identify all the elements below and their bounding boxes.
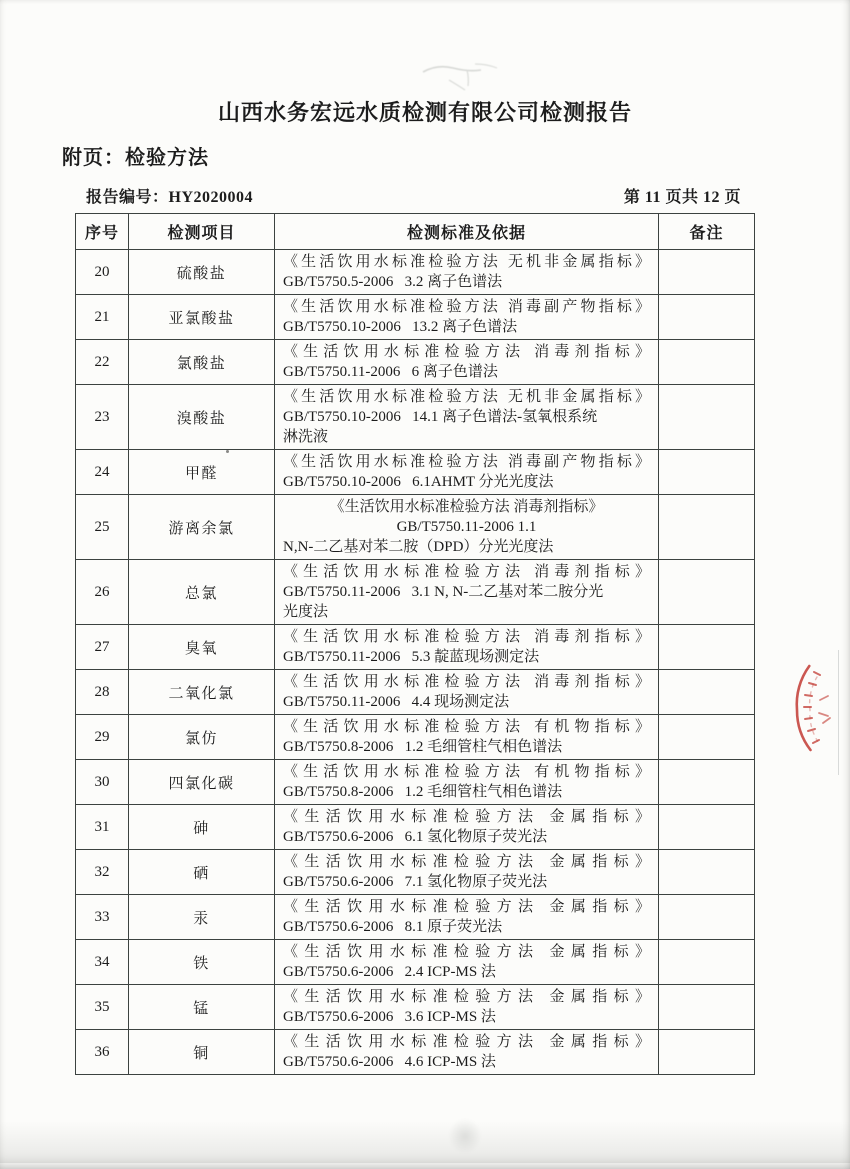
row-number: 31 [76,805,129,850]
standard-line: 《生活饮用水标准检验方法 金属指标》 [283,989,650,1005]
table-row [76,295,755,340]
remark-cell [659,760,755,805]
methods-table-body [76,250,755,1075]
row-number: 29 [76,715,129,760]
test-item: 总氯 [129,560,275,625]
row-number: 30 [76,760,129,805]
test-item: 硫酸盐 [129,250,275,295]
row-number: 21 [76,295,129,340]
standard-line: GB/T5750.6-2006 7.1 氢化物原子荧光法 [283,874,548,890]
standard-and-basis [275,715,659,760]
standard-line: GB/T5750.6-2006 4.6 ICP-MS 法 [283,1054,496,1070]
standard-line: GB/T5750.11-2006 5.3 靛蓝现场测定法 [283,649,540,665]
row-number: 20 [76,250,129,295]
test-item: 氯酸盐 [129,340,275,385]
table-header-row [76,214,755,250]
remark-cell [659,385,755,450]
table-row [76,985,755,1030]
standard-line: 《生活饮用水标准检验方法 消毒剂指标》 [283,629,650,645]
standard-line: 《生活饮用水标准检验方法 金属指标》 [283,854,650,870]
standard-line: 《生活饮用水标准检验方法 消毒剂指标》 [283,674,650,690]
row-number: 35 [76,985,129,1030]
test-item: 溴酸盐 [129,385,275,450]
row-number: 24 [76,450,129,495]
standard-and-basis [275,985,659,1030]
standard-and-basis [275,495,659,560]
standard-line: GB/T5750.10-2006 6.1AHMT 分光光度法 [283,474,554,490]
standard-and-basis [275,940,659,985]
remark-cell [659,985,755,1030]
standard-line: GB/T5750.6-2006 3.6 ICP-MS 法 [283,1009,496,1025]
standard-and-basis [275,385,659,450]
test-item: 砷 [129,805,275,850]
report-meta-row [75,184,753,207]
row-number: 34 [76,940,129,985]
standard-line: 《生活饮用水标准检验方法 金属指标》 [283,899,650,915]
standard-line: 《生活饮用水标准检验方法 消毒剂指标》 [283,344,650,360]
standard-line: 《生活饮用水标准检验方法 有机物指标》 [283,764,650,780]
row-number: 22 [76,340,129,385]
remark-cell [659,1030,755,1075]
test-item: 亚氯酸盐 [129,295,275,340]
standard-line: GB/T5750.10-2006 14.1 离子色谱法-氢氧根系统 [283,409,598,425]
standard-line: GB/T5750.6-2006 6.1 氢化物原子荧光法 [283,829,548,845]
remark-cell [659,895,755,940]
standard-line: GB/T5750.5-2006 3.2 离子色谱法 [283,274,503,290]
table-row [76,450,755,495]
table-row [76,1030,755,1075]
standard-line: GB/T5750.6-2006 2.4 ICP-MS 法 [283,964,496,980]
standard-and-basis [275,805,659,850]
column-header-no: 序号 [76,214,129,250]
report-number [75,184,253,207]
standard-line: GB/T5750.10-2006 13.2 离子色谱法 [283,319,518,335]
standard-line: GB/T5750.11-2006 3.1 N, N-二乙基对苯二胺分光 [283,584,604,600]
remark-cell [659,805,755,850]
standard-and-basis [275,560,659,625]
table-row [76,250,755,295]
remark-cell [659,560,755,625]
test-item: 游离余氯 [129,495,275,560]
standard-line: 《生活饮用水标准检验方法 无机非金属指标》 [283,254,650,270]
standard-and-basis [275,670,659,715]
column-header-item: 检测项目 [129,214,275,250]
row-number: 26 [76,560,129,625]
table-row [76,340,755,385]
table-row [76,560,755,625]
test-item: 汞 [129,895,275,940]
standard-line: 《生活饮用水标准检验方法 消毒副产物指标》 [283,454,650,470]
standard-line: 《生活饮用水标准检验方法 金属指标》 [283,944,650,960]
row-number: 32 [76,850,129,895]
scan-artifact-line [838,650,839,775]
standard-line: 《生活饮用水标准检验方法 金属指标》 [283,1034,650,1050]
remark-cell [659,340,755,385]
test-item: 二氧化氯 [129,670,275,715]
standard-and-basis [275,340,659,385]
standard-and-basis [275,450,659,495]
standard-line: N,N-二乙基对苯二胺（DPD）分光光度法 [283,539,554,555]
table-row [76,385,755,450]
row-number: 28 [76,670,129,715]
standard-line: 光度法 [283,604,329,620]
standard-and-basis [275,895,659,940]
standard-line: 《生活饮用水标准检验方法 有机物指标》 [283,719,650,735]
stray-ink-dot [226,450,229,453]
table-row [76,760,755,805]
standard-line: 淋洗液 [283,429,329,445]
methods-table [75,213,755,1075]
page-title: 山西水务宏远水质检测有限公司检测报告 [217,100,632,125]
report-number-label: 报告编号： [86,189,169,206]
test-item: 氯仿 [129,715,275,760]
row-number: 27 [76,625,129,670]
table-row [76,625,755,670]
standard-line: GB/T5750.11-2006 6 离子色谱法 [283,364,498,380]
column-header-remark: 备注 [659,214,755,250]
pencil-smudge [415,52,525,97]
remark-cell [659,670,755,715]
test-item: 铁 [129,940,275,985]
standard-line: 《生活饮用水标准检验方法 消毒副产物指标》 [283,299,650,315]
standard-line: GB/T5750.8-2006 1.2 毛细管柱气相色谱法 [283,739,563,755]
standard-and-basis [275,250,659,295]
red-seal-partial-icon [790,655,850,765]
table-row [76,895,755,940]
standard-line: GB/T5750.11-2006 1.1 [396,519,537,535]
standard-line: 《生活饮用水标准检验方法 消毒剂指标》 [283,564,650,580]
row-number: 33 [76,895,129,940]
remark-cell [659,715,755,760]
remark-cell [659,250,755,295]
standard-and-basis [275,760,659,805]
remark-cell [659,625,755,670]
remark-cell [659,850,755,895]
row-number: 25 [76,495,129,560]
appendix-heading: 附页：检验方法 [62,147,209,169]
row-number: 36 [76,1030,129,1075]
remark-cell [659,450,755,495]
remark-cell [659,295,755,340]
remark-cell [659,940,755,985]
table-row [76,805,755,850]
standard-and-basis [275,1030,659,1075]
test-item: 四氯化碳 [129,760,275,805]
column-header-standard: 检测标准及依据 [275,214,659,250]
standard-line: GB/T5750.6-2006 8.1 原子荧光法 [283,919,503,935]
standard-line: GB/T5750.8-2006 1.2 毛细管柱气相色谱法 [283,784,563,800]
standard-line: 《生活饮用水标准检验方法 无机非金属指标》 [283,389,650,405]
test-item: 锰 [129,985,275,1030]
table-row [76,715,755,760]
test-item: 臭氧 [129,625,275,670]
table-row [76,495,755,560]
table-row [76,940,755,985]
standard-and-basis [275,295,659,340]
page-indicator: 第 11 页共 12 页 [623,189,741,206]
report-number-value: HY2020004 [168,189,254,206]
standard-line: 《生活饮用水标准检验方法 消毒剂指标》 [329,499,604,515]
standard-and-basis [275,850,659,895]
row-number: 23 [76,385,129,450]
test-item: 铜 [129,1030,275,1075]
standard-and-basis [275,625,659,670]
scan-edge-shadow [0,1121,850,1163]
test-item: 硒 [129,850,275,895]
standard-line: GB/T5750.11-2006 4.4 现场测定法 [283,694,510,710]
remark-cell [659,495,755,560]
test-item: 甲醛 [129,450,275,495]
standard-line: 《生活饮用水标准检验方法 金属指标》 [283,809,650,825]
table-row [76,670,755,715]
table-row [76,850,755,895]
